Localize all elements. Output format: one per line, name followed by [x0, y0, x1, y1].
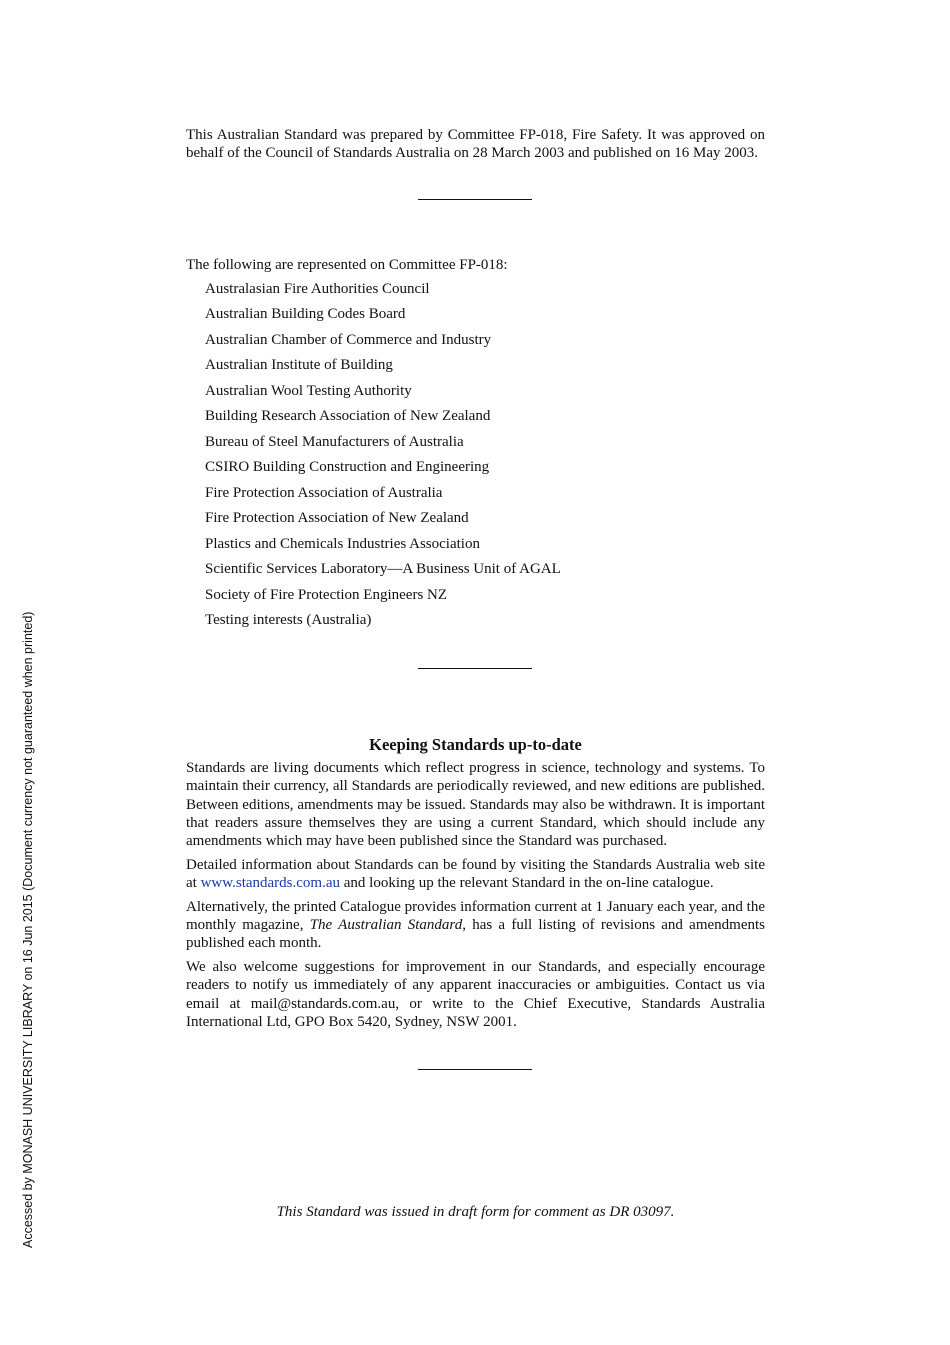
divider-rule-3 — [418, 1069, 532, 1070]
committee-member: Fire Protection Association of New Zealand — [205, 510, 469, 527]
committee-member: Australian Institute of Building — [205, 357, 393, 374]
divider-rule-2 — [418, 668, 532, 669]
committee-member: Fire Protection Association of Australia — [205, 484, 443, 501]
paragraph-text: Alternatively, the printed Catalogue provides information current at 1 January each year, and the monthly magazine, — [186, 898, 765, 934]
committee-member: Scientific Services Laboratory—A Business Unit of AGAL — [205, 561, 561, 578]
committee-member: Testing interests (Australia) — [205, 612, 372, 629]
paragraph-catalogue — [186, 898, 765, 953]
committee-member: Society of Fire Protection Engineers NZ — [205, 586, 448, 603]
committee-member: Plastics and Chemicals Industries Association — [205, 535, 480, 552]
paragraph-suggestions: We also welcome suggestions for improvement in our Standards, and especially encourage readers to notify us immediately of any apparent inaccuracies or ambiguities. Contact us via email at mail@standards.com.au, or write to the Chief Executive, Standards Australia International Ltd, GPO Box 5420, Sydney, NSW 2001. — [186, 958, 765, 1031]
draft-note: This Standard was issued in draft form for comment as DR 03097. — [276, 1204, 675, 1220]
paragraph-web-site — [186, 856, 765, 893]
keeping-up-to-date-section — [186, 735, 765, 1032]
committee-heading: The following are represented on Committee FP-018: — [186, 256, 508, 273]
committee-member: Australian Wool Testing Authority — [205, 382, 412, 399]
access-stamp: Accessed by MONASH UNIVERSITY LIBRARY on 16 Jun 2015 (Document currency not guaranteed when printed) — [21, 611, 35, 1248]
paragraph-text: Detailed information about Standards can be found by visiting the Standards Australia web site at — [186, 856, 765, 892]
divider-rule-1 — [418, 199, 532, 200]
paragraph-living-documents: Standards are living documents which reflect progress in science, technology and systems. To maintain their currency, all Standards are periodically reviewed, and new editions are published. Between editions, amendments may be issued. Standards may also be withdrawn. It is important that readers assure themselves they are using a current Standard, which should include any amendments which may have been published since the Standard was purchased. — [186, 759, 765, 850]
committee-member: Australasian Fire Authorities Council — [205, 280, 430, 297]
committee-member: Australian Building Codes Board — [205, 306, 406, 323]
document-page — [186, 126, 765, 1070]
committee-member: Bureau of Steel Manufacturers of Australia — [205, 433, 464, 450]
committee-member: Australian Chamber of Commerce and Industry — [205, 331, 492, 348]
committee-member: Building Research Association of New Zealand — [205, 408, 491, 425]
committee-member-list — [186, 277, 765, 634]
committee-section — [186, 256, 765, 634]
preparation-note: This Australian Standard was prepared by Committee FP-018, Fire Safety. It was approved on behalf of the Council of Standards Australia on 28 March 2003 and published on 16 May 2003. — [186, 127, 765, 162]
paragraph-text: , has a full listing of revisions and amendments published each month. — [186, 917, 765, 952]
standards-website-link[interactable]: www.standards.com.au — [200, 875, 340, 892]
magazine-title: The Australian Standard — [309, 917, 463, 934]
committee-member: CSIRO Building Construction and Engineering — [205, 459, 490, 476]
paragraph-text: and looking up the relevant Standard in the on-line catalogue. — [340, 875, 714, 892]
section-title: Keeping Standards up-to-date — [369, 734, 582, 754]
